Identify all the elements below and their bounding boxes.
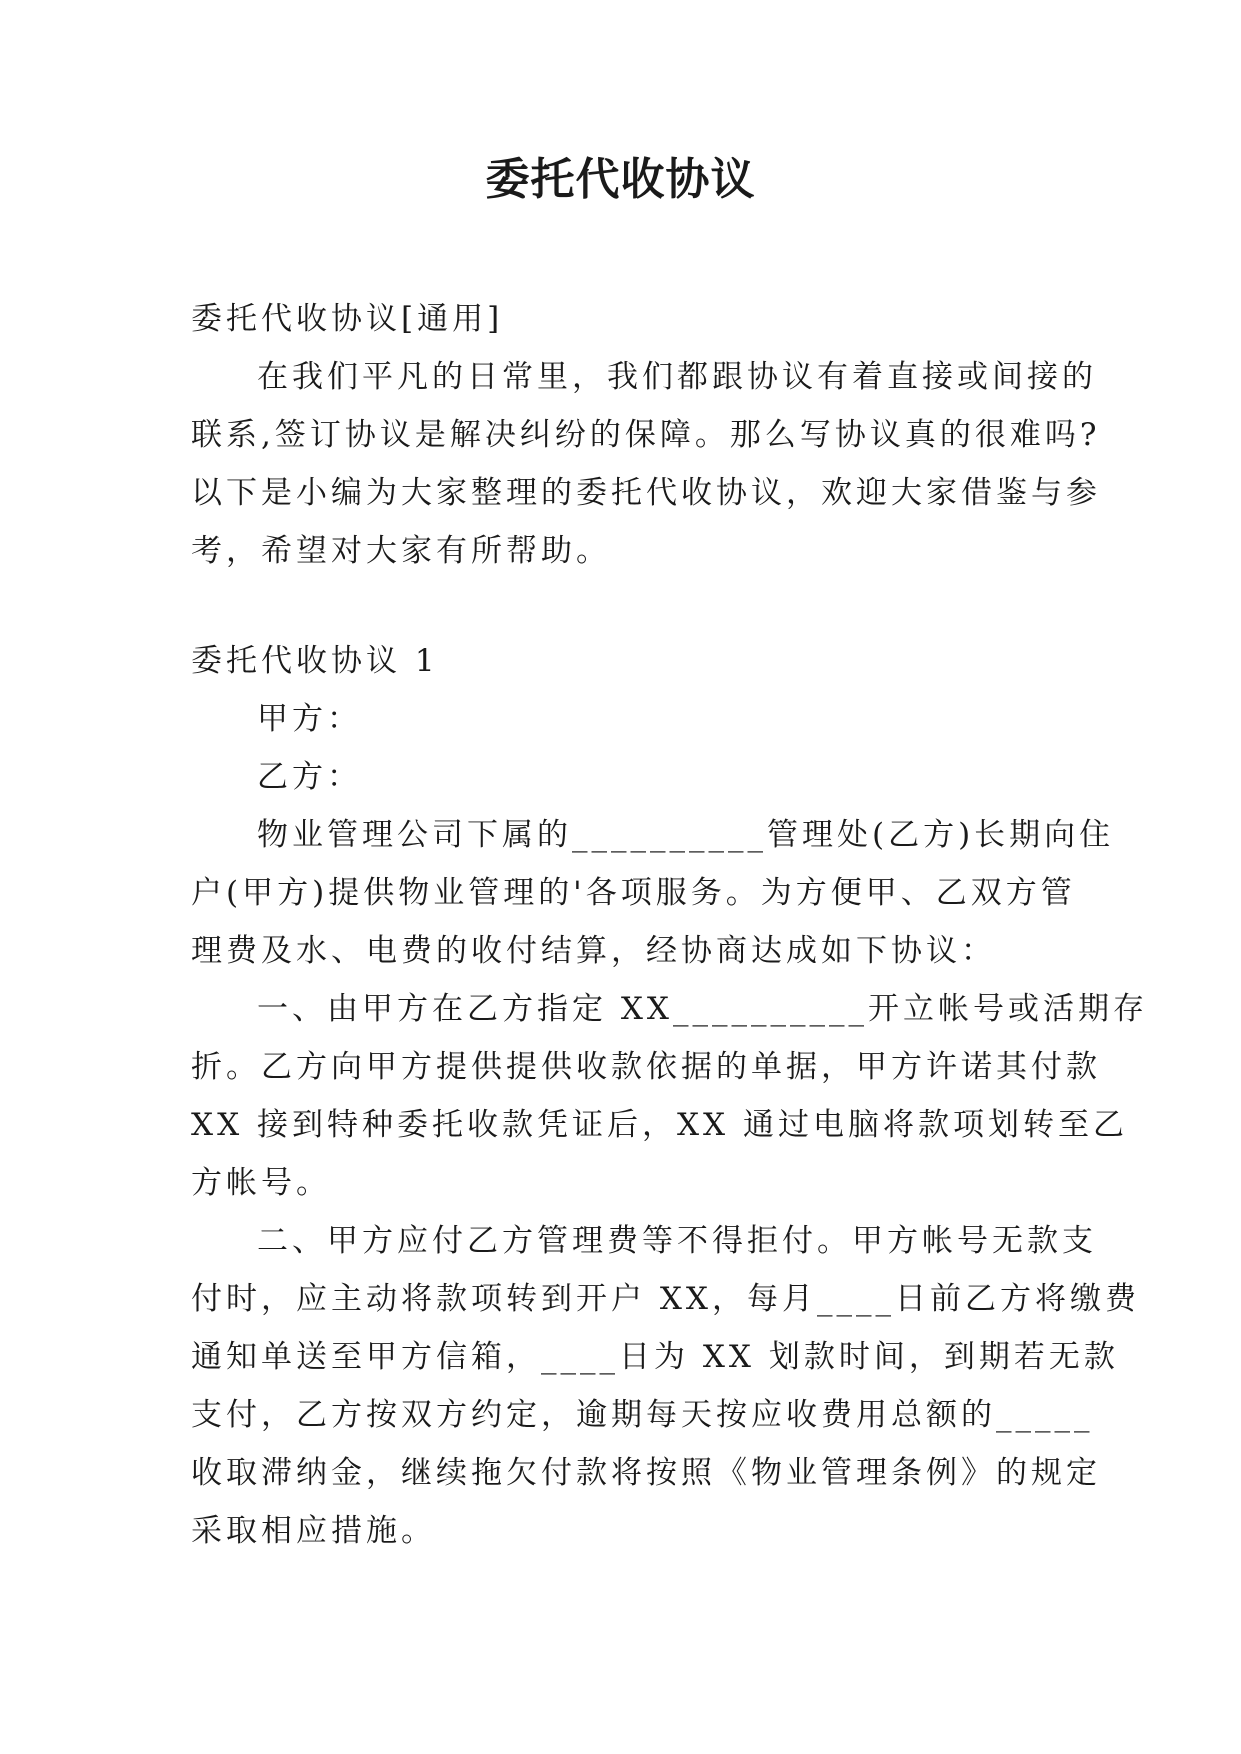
intro-line: 在我们平凡的日常里，我们都跟协议有着直接或间接的 — [257, 359, 1097, 395]
paragraph-line: 方帐号。 — [191, 1165, 331, 1201]
clause-two-paragraph — [191, 1212, 1140, 1560]
section-gap — [191, 580, 1051, 632]
paragraph-line: 理费及水、电费的收付结算，经协商达成如下协议： — [191, 933, 996, 969]
paragraph-line: 二、甲方应付乙方管理费等不得拒付。甲方帐号无款支 — [257, 1223, 1097, 1259]
clause-intro-paragraph — [191, 806, 1115, 980]
intro-line: 联系,签订协议是解决纠纷的保障。那么写协议真的很难吗? — [191, 417, 1101, 453]
paragraph-line: XX 接到特种委托收款凭证后，XX 通过电脑将款项划转至乙 — [191, 1107, 1128, 1143]
paragraph-line: 折。乙方向甲方提供提供收款依据的单据，甲方许诺其付款 — [191, 1049, 1101, 1085]
paragraph-line: 支付，乙方按双方约定，逾期每天按应收费用总额的_____ — [191, 1397, 1094, 1433]
party-a-label: 甲方： — [257, 701, 362, 737]
paragraph-line: 采取相应措施。 — [191, 1513, 436, 1549]
paragraph-line: 物业管理公司下属的__________管理处(乙方)长期向住 — [257, 817, 1115, 853]
intro-line: 考，希望对大家有所帮助。 — [191, 533, 611, 569]
intro-paragraph — [191, 348, 1101, 580]
section-title: 委托代收协议 1 — [191, 643, 439, 679]
paragraph-line: 通知单送至甲方信箱，____日为 XX 划款时间，到期若无款 — [191, 1339, 1119, 1375]
paragraph-line: 户(甲方)提供物业管理的'各项服务。为方便甲、乙双方管 — [191, 875, 1076, 911]
paragraph-line: 付时，应主动将款项转到开户 XX，每月____日前乙方将缴费 — [191, 1281, 1140, 1317]
document-subtitle: 委托代收协议[通用] — [191, 301, 504, 337]
document-title: 委托代收协议 — [485, 154, 756, 205]
paragraph-line: 一、由甲方在乙方指定 XX__________开立帐号或活期存 — [257, 991, 1148, 1027]
clause-one-paragraph — [191, 980, 1148, 1212]
intro-line: 以下是小编为大家整理的委托代收协议，欢迎大家借鉴与参 — [191, 475, 1101, 511]
document-body — [191, 290, 1148, 1560]
paragraph-line: 收取滞纳金，继续拖欠付款将按照《物业管理条例》的规定 — [191, 1455, 1101, 1491]
party-b-label: 乙方： — [257, 759, 362, 795]
